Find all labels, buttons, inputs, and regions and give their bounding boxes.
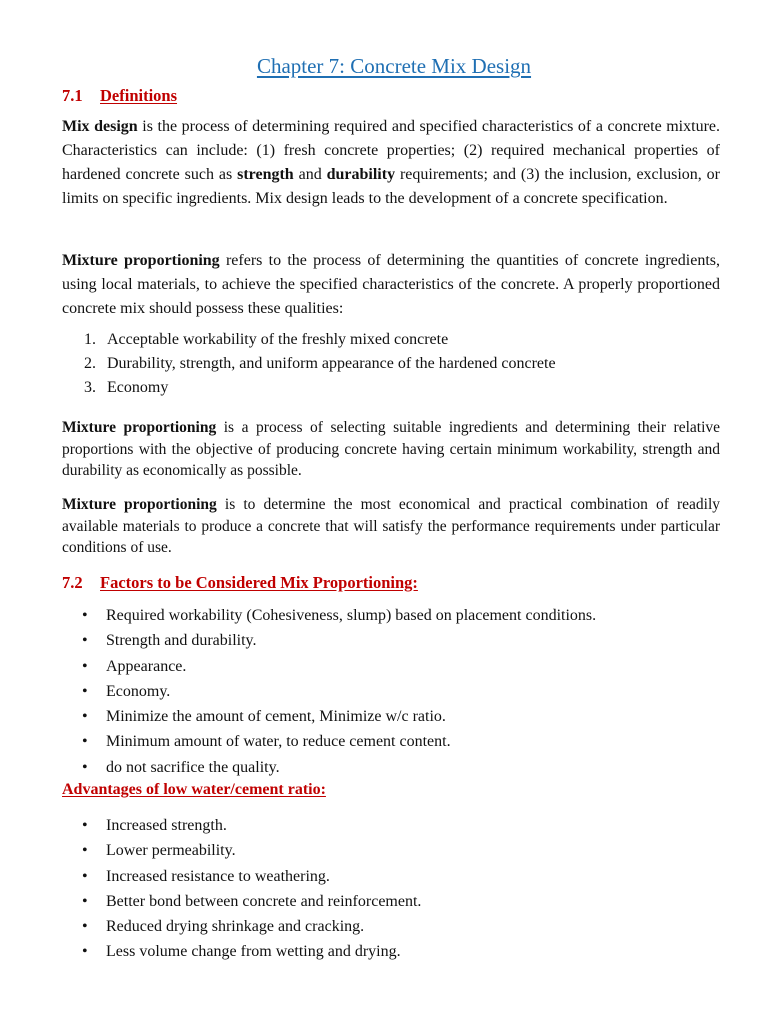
list-number: 2. [84,355,96,372]
list-number: 3. [84,379,96,396]
list-item: • Minimum amount of water, to reduce cement content. [106,729,596,754]
factors-list [106,603,596,780]
list-item: • Lower permeability. [106,838,421,863]
paragraph-mixture-proportioning-2 [62,417,720,482]
list-item [84,328,556,352]
term-mixture-proportioning: Mixture proportioning [62,419,217,436]
section-title: Definitions [100,86,178,105]
term-mix-design: Mix design [62,118,138,135]
paragraph-text: is a process of selecting suitable ingredients and determining their relative proportions with the objective of producing concrete having certain minimum workability, strength and durability as economically as possible. [62,419,720,479]
list-item: • Strength and durability. [106,628,596,653]
qualities-list [84,328,556,400]
section-heading-factors [62,573,418,593]
term-mixture-proportioning: Mixture proportioning [62,252,220,269]
paragraph-text: requirements; and (3) the inclusion, exclusion, or limits on specific ingredients. Mix design leads to the development of a concrete specification. [62,166,720,207]
term-mixture-proportioning: Mixture proportioning [62,496,217,513]
paragraph-text: and [293,166,327,183]
section-title: Factors to be Considered Mix Proportioning: [100,573,418,592]
term-durability: durability [326,166,396,183]
list-item: • Economy. [106,679,596,704]
paragraph-text: refers to the process of determining the quantities of concrete ingredients, using local materials, to achieve the specified characteristics of the concrete. A properly proportioned concrete mix should possess these qualities: [62,252,720,317]
section-number: 7.1 [62,86,83,105]
advantages-list [106,813,421,965]
paragraph-mixture-proportioning-3 [62,494,720,559]
list-number: 1. [84,331,96,348]
paragraph-mixture-proportioning-1 [62,249,720,321]
list-item: • Increased resistance to weathering. [106,864,421,889]
list-item: • Appearance. [106,654,596,679]
paragraph-mix-design [62,115,720,211]
chapter-title: Chapter 7: Concrete Mix Design [256,54,532,78]
advantages-heading: Advantages of low water/cement ratio: [62,781,326,798]
paragraph-text: is to determine the most economical and practical combination of readily available materials to produce a concrete that will satisfy the performance requirements under particular conditions of use. [62,496,720,556]
list-item-text: Durability, strength, and uniform appearance of the hardened concrete [107,355,556,372]
list-item-text: Economy [107,379,169,396]
list-item: • Less volume change from wetting and drying. [106,939,421,964]
section-number: 7.2 [62,573,83,592]
term-strength: strength [237,166,294,183]
list-item: • do not sacrifice the quality. [106,755,596,780]
list-item: • Minimize the amount of cement, Minimize w/c ratio. [106,704,596,729]
section-heading-definitions [62,86,177,106]
list-item-text: Acceptable workability of the freshly mixed concrete [107,331,449,348]
list-item [84,352,556,376]
paragraph-text: is the process of determining required and specified characteristics of a concrete mixture. Characteristics can include: (1) fresh concrete properties; (2) required mechanical properties of hardened concrete such as [62,118,721,183]
list-item: • Increased strength. [106,813,421,838]
list-item: • Reduced drying shrinkage and cracking. [106,914,421,939]
list-item [84,376,556,400]
list-item: • Better bond between concrete and reinforcement. [106,889,421,914]
list-item: • Required workability (Cohesiveness, slump) based on placement conditions. [106,603,596,628]
